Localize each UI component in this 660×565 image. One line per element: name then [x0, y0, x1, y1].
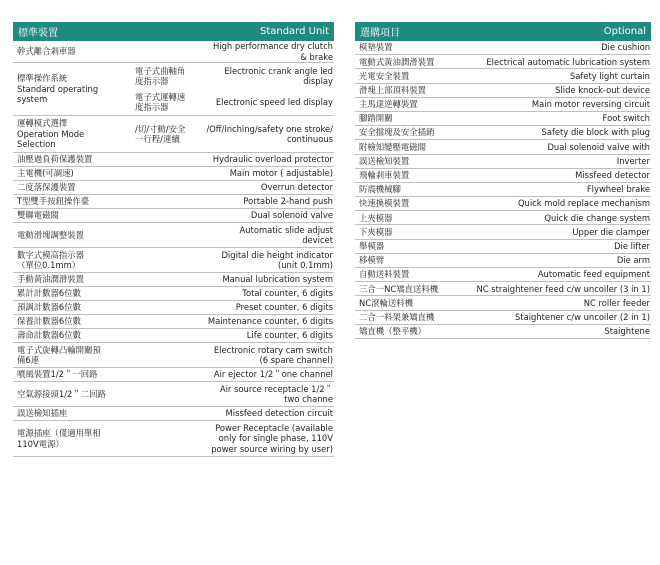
text-line: & brake: [300, 51, 333, 62]
text-line: continuous: [286, 134, 333, 144]
text-line: /切/寸動/安全: [135, 123, 186, 134]
text-line: （單位0.1mm）: [17, 260, 81, 270]
text-line: 電子式運轉速: [135, 91, 186, 102]
row-en: Dual solenoid valve with: [547, 141, 650, 152]
row-en: Upper die clamper: [572, 226, 650, 237]
row-zh: 保養計數器6位數: [17, 316, 81, 327]
row-zh: 誤送檢知裝置: [359, 155, 410, 166]
spec-row: [13, 195, 334, 209]
row-en: [213, 41, 333, 62]
text-line: 度指示器: [135, 76, 169, 86]
text-line: Life counter, 6 digits: [246, 330, 333, 341]
option-row: [355, 112, 651, 126]
sub-en: [205, 66, 333, 87]
spec-row: [13, 315, 334, 329]
row-en: [243, 196, 333, 207]
row-zh: 飛輪剎車裝置: [359, 170, 410, 181]
group-subrow: [135, 89, 334, 115]
text-line: 電子式旋轉凸輪開關預: [17, 344, 101, 355]
row-en: Die cushion: [601, 42, 650, 53]
row-en: [220, 384, 333, 405]
text-line: Manual lubrication system: [222, 274, 333, 285]
row-zh: 電動滑塊調整裝置: [17, 229, 84, 240]
header-zh: 標準裝置: [18, 28, 58, 39]
spec-row: [13, 181, 334, 195]
optional-header: [355, 22, 651, 41]
row-en: [214, 369, 333, 380]
spec-row: [13, 368, 334, 382]
row-en: Quick mold replace mechanism: [517, 198, 650, 209]
text-line: 電子式曲軸角: [135, 65, 186, 76]
row-en: [251, 210, 333, 221]
row-en: Safety light curtain: [569, 70, 650, 81]
row-en: Foot switch: [602, 113, 650, 124]
option-row: [355, 126, 651, 140]
text-line: High performance dry clutch: [212, 41, 333, 51]
row-en: Quick die change system: [544, 212, 650, 223]
row-en: Missfeed detector: [575, 170, 650, 181]
row-zh: 舉模器: [359, 240, 385, 251]
row-zh: 幹式離合剎車器: [17, 46, 76, 57]
option-row: [355, 69, 651, 83]
option-row: [355, 84, 651, 98]
option-row: [355, 282, 651, 296]
spec-row: [13, 329, 334, 343]
row-zh: 主馬達逆轉裝置: [359, 99, 418, 110]
spec-row: [13, 382, 334, 407]
row-zh: 移模臂: [359, 255, 385, 266]
text-line: Power Receptacle (available: [215, 422, 333, 433]
text-line: 備6連: [17, 355, 40, 365]
row-zh: 腳踏開關: [359, 113, 393, 124]
row-zh: 模墊裝置: [359, 42, 393, 53]
option-row: [355, 296, 651, 310]
text-line: Air source receptacle 1/2＂: [219, 383, 333, 394]
sub-en: [205, 124, 333, 145]
row-en: Die lifter: [614, 240, 650, 251]
text-line: Total counter, 6 digits: [242, 288, 333, 299]
text-line: Selection: [17, 139, 56, 150]
row-en: [226, 408, 333, 419]
option-row: [355, 169, 651, 183]
group-row: [13, 63, 334, 116]
option-row: [355, 98, 651, 112]
row-en: Staightener c/w uncoiler (2 in 1): [514, 311, 650, 322]
row-en: Safety die block with plug: [541, 127, 650, 138]
text-line: 110V電源）: [17, 438, 64, 449]
row-en: Inverter: [616, 155, 650, 166]
text-line: system: [17, 94, 48, 105]
row-en: Staightene: [604, 326, 650, 337]
spec-row: [13, 343, 334, 368]
option-row: [355, 41, 651, 55]
spec-row: [13, 209, 334, 223]
spec-row: [13, 223, 334, 248]
row-en: [214, 345, 333, 366]
option-row: [355, 225, 651, 239]
spec-row: [13, 273, 334, 287]
text-line: 標準操作系統: [17, 73, 68, 84]
row-zh: 下夾模器: [359, 226, 393, 237]
row-en: [236, 302, 333, 313]
text-line: Dual solenoid valve: [250, 210, 333, 221]
row-en: [247, 330, 333, 341]
spec-row: [13, 41, 334, 63]
row-zh: 矯直機（整平機）: [359, 326, 426, 337]
text-line: power source wiring by user): [211, 443, 333, 454]
option-row: [355, 211, 651, 225]
text-line: Digital die height indicator: [221, 249, 333, 260]
sub-zh: [135, 66, 205, 87]
row-en: [213, 154, 333, 165]
row-zh: 壽命計數器6位數: [17, 330, 81, 341]
spec-row: [13, 407, 334, 421]
option-row: [355, 240, 651, 254]
row-zh: [17, 428, 101, 449]
text-line: Hydraulic overload protector: [212, 154, 333, 165]
row-zh: T型雙手按鈕操作臺: [17, 196, 90, 207]
spec-row: [13, 153, 334, 167]
row-zh: 二度落保護裝置: [17, 182, 76, 193]
text-line: Operation Mode: [17, 128, 85, 139]
row-zh: 油壓過負荷保護裝置: [17, 154, 93, 165]
row-en: Electrical automatic lubrication system: [486, 56, 650, 67]
text-line: Electronic crank angle led: [224, 65, 333, 76]
spec-row: [13, 248, 334, 273]
option-row: [355, 268, 651, 282]
row-en: [242, 288, 333, 299]
row-en: NC roller feeder: [583, 297, 650, 308]
text-line: 度指示器: [135, 102, 169, 112]
text-line: Maintenance counter, 6 digits: [207, 316, 333, 327]
header-en: Standard Unit: [259, 26, 329, 37]
spec-row: [13, 167, 334, 181]
row-zh: 快速換模裝置: [359, 198, 410, 209]
spec-row: [13, 421, 334, 457]
text-line: Portable 2-hand push: [243, 196, 333, 207]
text-line: Missfeed detection circuit: [225, 408, 333, 419]
row-zh: 雙聯電磁閥: [17, 210, 59, 221]
text-line: Electronic rotary cam switch: [213, 344, 333, 355]
row-en: [211, 423, 333, 455]
text-line: only for single phase, 110V: [218, 433, 333, 444]
standard-unit-table: [13, 22, 334, 457]
text-line: 運轉模式選擇: [17, 118, 68, 129]
row-zh: 主電機(可調速): [17, 168, 74, 179]
text-line: Electronic speed led display: [215, 96, 333, 107]
text-line: Standard operating: [17, 83, 99, 94]
option-row: [355, 183, 651, 197]
option-row: [355, 197, 651, 211]
standard-unit-header: [13, 22, 334, 41]
group-label: [13, 116, 135, 152]
row-zh: 誤送檢知插座: [17, 408, 68, 419]
row-zh: 滑塊上部頂料裝置: [359, 84, 426, 95]
text-line: Preset counter, 6 digits: [235, 302, 333, 313]
row-en: Main motor reversing circuit: [531, 99, 650, 110]
text-line: 電源插座（僅適用單相: [17, 428, 101, 438]
row-zh: 預調計數器6位數: [17, 302, 81, 313]
group-row: [13, 116, 334, 153]
row-zh: 附檢知變壓電磁閥: [359, 141, 426, 152]
row-en: [208, 316, 333, 327]
option-row: [355, 325, 651, 339]
text-line: devicet: [302, 235, 333, 245]
row-zh: NC滾輪送料機: [359, 297, 413, 308]
text-line: display: [303, 76, 333, 86]
row-en: [221, 250, 333, 271]
row-en: Die arm: [616, 255, 650, 266]
text-line: 數字式模高指示器: [17, 249, 84, 260]
option-row: [355, 140, 651, 154]
text-line: 一行程/連續: [135, 134, 180, 144]
row-zh: 電動式黃油潤滑裝置: [359, 56, 435, 67]
row-zh: 二合一料架兼矯直機: [359, 311, 435, 322]
row-zh: 光電安全裝置: [359, 70, 410, 81]
option-row: [355, 155, 651, 169]
header-zh: 選購項目: [360, 28, 400, 39]
row-en: NC straightener feed c/w uncoiler (3 in 1): [476, 283, 650, 294]
optional-table: [355, 22, 651, 339]
row-en: Automatic feed equipment: [537, 269, 650, 280]
row-zh: 空氣源接頭1/2＂二回路: [17, 388, 106, 399]
group-label: [13, 63, 135, 115]
sub-en: [205, 97, 333, 108]
row-zh: 三合一NC矯直送料機: [359, 283, 439, 294]
group-items: [135, 116, 334, 152]
row-zh: [17, 345, 101, 366]
text-line: Air ejector 1/2＂one channel: [213, 369, 333, 380]
option-row: [355, 55, 651, 69]
text-line: (unit 0.1mm): [277, 260, 333, 270]
sub-zh: [135, 124, 205, 145]
option-row: [355, 311, 651, 325]
text-line: Main motor ( adjustable): [229, 168, 333, 179]
row-en: [222, 274, 333, 285]
text-line: two channe: [284, 394, 333, 404]
row-en: Flywheel brake: [586, 184, 650, 195]
row-zh: 防震機械腳: [359, 184, 401, 195]
text-line: Automatic slide adjust: [239, 224, 333, 235]
spec-row: [13, 301, 334, 315]
row-en: Slide knock-out device: [555, 84, 650, 95]
sub-zh: [135, 92, 205, 113]
row-en: [240, 225, 334, 246]
row-en: [230, 168, 333, 179]
row-zh: [17, 250, 84, 271]
text-line: Overrun detector: [260, 182, 333, 193]
row-en: [261, 182, 333, 193]
row-zh: 安全擋塊及安全插銷: [359, 127, 435, 138]
option-row: [355, 254, 651, 268]
row-zh: 自動送料裝置: [359, 269, 410, 280]
header-en: Optional: [603, 26, 646, 37]
row-zh: 累計計數器6位數: [17, 288, 81, 299]
text-line: /Off/inching/safety one stroke/: [206, 123, 333, 134]
spec-row: [13, 287, 334, 301]
group-subrow: [135, 116, 334, 152]
row-zh: 上夾模器: [359, 212, 393, 223]
group-subrow: [135, 63, 334, 89]
row-zh: 手動黃油潤滑裝置: [17, 274, 84, 285]
group-items: [135, 63, 334, 115]
text-line: (6 spare channel): [259, 355, 333, 365]
row-zh: 噴風裝置1/2＂一回路: [17, 369, 98, 380]
